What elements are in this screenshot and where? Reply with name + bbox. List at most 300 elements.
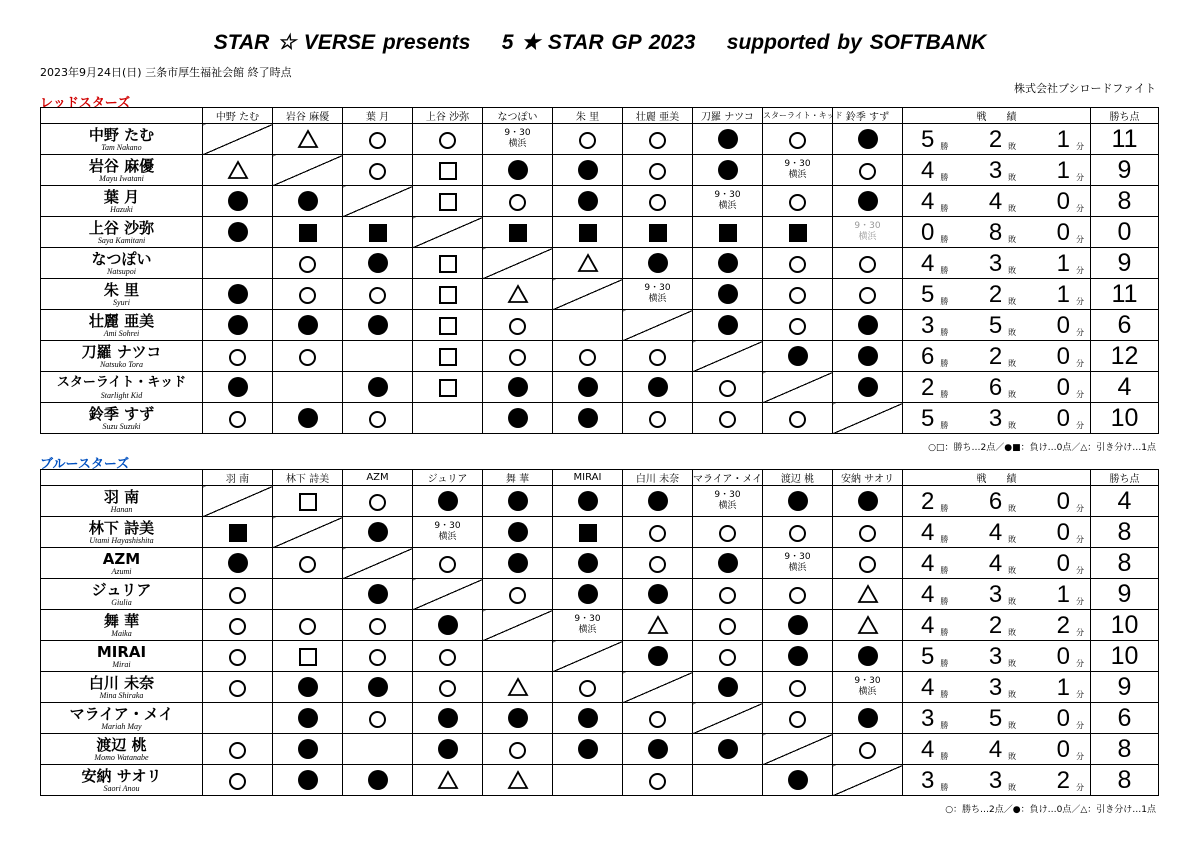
result-cell [763, 248, 833, 279]
header-row [41, 108, 1159, 124]
record [903, 579, 1090, 609]
record [903, 186, 1090, 216]
result-cell [623, 734, 693, 765]
result-cell [833, 403, 903, 434]
result-cell [343, 372, 413, 403]
record-draw-count: 2 [1056, 612, 1070, 639]
win-circle-icon [229, 349, 246, 366]
result-cell [553, 579, 623, 610]
record-win-unit: 勝 [940, 566, 949, 575]
record-cell [903, 486, 1091, 517]
result-cell [413, 610, 483, 641]
loss-black-circle-icon [578, 377, 598, 397]
player-name-jp: スターライト・キッド [56, 374, 187, 390]
result-cell [203, 279, 273, 310]
result-cell [833, 372, 903, 403]
record-win-count: 4 [921, 736, 935, 763]
win-square-icon [439, 193, 457, 211]
result-cell [483, 579, 553, 610]
result-cell [623, 672, 693, 703]
points-cell: 10 [1091, 610, 1159, 641]
result-cell [623, 155, 693, 186]
record [903, 341, 1090, 371]
result-cell [203, 486, 273, 517]
win-circle-icon [719, 525, 736, 542]
result-cell [623, 703, 693, 734]
loss-black-circle-icon [508, 408, 528, 428]
player-name-jp: 安納 サオリ [81, 766, 162, 785]
player-name-en: Suzu Suzuki [102, 421, 141, 431]
win-circle-icon [649, 773, 666, 790]
win-circle-icon [719, 380, 736, 397]
result-cell [693, 610, 763, 641]
result-cell [693, 124, 763, 155]
result-cell [833, 310, 903, 341]
loss-black-circle-icon [368, 522, 388, 542]
player-name-jp: 舞 華 [103, 611, 140, 630]
record-loss [989, 643, 1016, 671]
column-header: 安納 サオリ [833, 470, 903, 486]
result-cell [343, 124, 413, 155]
result-cell [413, 217, 483, 248]
result-cell [273, 217, 343, 248]
player-row [41, 486, 1159, 517]
record-win-count: 6 [921, 343, 935, 370]
loss-black-square-icon [299, 224, 317, 242]
win-circle-icon [789, 256, 806, 273]
record-win-unit: 勝 [940, 421, 949, 430]
record-draw [1057, 281, 1084, 309]
record-win-unit: 勝 [940, 235, 949, 244]
result-cell [833, 765, 903, 796]
result-cell [343, 610, 413, 641]
record-draw [1057, 343, 1084, 371]
result-cell [343, 672, 413, 703]
result-cell [483, 734, 553, 765]
player-name-en: Hazuki [110, 204, 133, 214]
result-cell [203, 403, 273, 434]
result-cell [833, 672, 903, 703]
record [903, 486, 1090, 516]
points-cell: 11 [1091, 124, 1159, 155]
player-name-jp: 上谷 沙弥 [88, 218, 155, 237]
record-draw-count: 0 [1056, 219, 1070, 246]
win-circle-icon [439, 680, 456, 697]
player-name-jp: マライア・メイ [69, 704, 174, 723]
result-cell [203, 610, 273, 641]
record-win-unit: 勝 [940, 266, 949, 275]
record-win-unit: 勝 [940, 783, 949, 792]
player-name-en: Syuri [113, 297, 130, 307]
record [903, 310, 1090, 340]
win-circle-icon [509, 318, 526, 335]
record-loss-count: 5 [988, 312, 1003, 339]
result-cell [273, 341, 343, 372]
record-draw [1057, 188, 1084, 216]
record-win [921, 519, 948, 547]
record [903, 217, 1090, 247]
player-name-jp: 葉 月 [103, 187, 140, 206]
result-cell [833, 734, 903, 765]
result-cell [273, 124, 343, 155]
loss-black-circle-icon [578, 584, 598, 604]
result-cell [693, 403, 763, 434]
win-circle-icon [789, 411, 806, 428]
result-cell [273, 703, 343, 734]
result-cell [623, 217, 693, 248]
loss-black-square-icon [229, 524, 247, 542]
player-name-cell [41, 186, 203, 217]
record-draw-unit: 分 [1075, 597, 1084, 606]
draw-triangle-icon [227, 160, 249, 180]
record-loss-unit: 敗 [1008, 390, 1017, 399]
record-header: 戦 績 [903, 108, 1091, 124]
win-circle-icon [229, 680, 246, 697]
column-header: 鈴季 すず [833, 108, 903, 124]
record-loss [989, 550, 1016, 578]
record-win [921, 312, 948, 340]
record-loss [989, 519, 1016, 547]
result-cell [273, 248, 343, 279]
loss-black-square-icon [369, 224, 387, 242]
record-loss [989, 126, 1016, 154]
player-name-cell [41, 403, 203, 434]
result-cell [343, 734, 413, 765]
result-cell [693, 641, 763, 672]
player-name-en: Giulia [111, 597, 132, 607]
loss-black-circle-icon [718, 553, 738, 573]
loss-black-circle-icon [438, 739, 458, 759]
result-cell [833, 248, 903, 279]
points-cell: 8 [1091, 186, 1159, 217]
loss-black-circle-icon [578, 160, 598, 180]
result-cell [413, 486, 483, 517]
result-cell [623, 310, 693, 341]
result-cell [273, 310, 343, 341]
win-circle-icon [369, 494, 386, 511]
loss-black-circle-icon [578, 408, 598, 428]
record-draw [1057, 767, 1084, 795]
loss-black-circle-icon [368, 253, 388, 273]
result-cell [693, 279, 763, 310]
result-cell [413, 517, 483, 548]
result-cell [553, 217, 623, 248]
win-circle-icon [509, 349, 526, 366]
points-cell: 6 [1091, 310, 1159, 341]
result-cell [833, 641, 903, 672]
loss-black-circle-icon [508, 160, 528, 180]
result-cell [413, 703, 483, 734]
result-cell [553, 641, 623, 672]
player-name-cell [41, 341, 203, 372]
player-name-jp: 壮麗 亜美 [88, 311, 155, 330]
record-win-count: 0 [921, 219, 935, 246]
record-win-count: 4 [921, 250, 935, 277]
record-loss [989, 488, 1016, 516]
result-cell [483, 486, 553, 517]
record-draw-unit: 分 [1075, 690, 1084, 699]
scheduled-match-note: 9・30 横浜 [784, 159, 811, 180]
result-cell [343, 486, 413, 517]
result-cell [413, 124, 483, 155]
draw-triangle-icon [577, 253, 599, 273]
result-cell [693, 372, 763, 403]
record-draw [1057, 219, 1084, 247]
record-cell [903, 310, 1091, 341]
result-cell [343, 341, 413, 372]
win-circle-icon [649, 711, 666, 728]
record-draw-count: 0 [1056, 188, 1070, 215]
result-cell [273, 486, 343, 517]
record-draw-count: 1 [1056, 157, 1070, 184]
win-circle-icon [649, 163, 666, 180]
player-row [41, 279, 1159, 310]
result-cell [623, 372, 693, 403]
loss-black-circle-icon [508, 491, 528, 511]
result-cell [203, 765, 273, 796]
result-cell [553, 124, 623, 155]
result-cell [413, 341, 483, 372]
points-cell: 11 [1091, 279, 1159, 310]
record-draw-count: 1 [1056, 250, 1070, 277]
points-cell: 9 [1091, 155, 1159, 186]
result-cell [623, 124, 693, 155]
result-cell [553, 372, 623, 403]
player-row [41, 310, 1159, 341]
player-name-cell [41, 610, 203, 641]
result-cell [413, 548, 483, 579]
record-loss-unit: 敗 [1008, 535, 1017, 544]
points-cell: 4 [1091, 486, 1159, 517]
record-win-unit: 勝 [940, 204, 949, 213]
result-cell [273, 186, 343, 217]
record [903, 703, 1090, 733]
record-loss-count: 4 [988, 519, 1003, 546]
result-cell [693, 341, 763, 372]
loss-black-square-icon [649, 224, 667, 242]
record-draw [1057, 488, 1084, 516]
player-name-en: Azumi [111, 566, 132, 576]
points-cell: 9 [1091, 672, 1159, 703]
record-win-unit: 勝 [940, 173, 949, 182]
record-draw-count: 1 [1056, 126, 1070, 153]
loss-black-circle-icon [298, 408, 318, 428]
player-row [41, 155, 1159, 186]
result-cell [273, 517, 343, 548]
result-cell [553, 672, 623, 703]
result-cell [483, 403, 553, 434]
player-name-en: Mariah May [101, 721, 142, 731]
record-win-unit: 勝 [940, 628, 949, 637]
page-title: STAR ☆ VERSE presents 5 ★ STAR GP 2023 supported by SOFTBANK [213, 31, 987, 54]
result-cell [693, 486, 763, 517]
result-cell [483, 341, 553, 372]
loss-black-circle-icon [578, 739, 598, 759]
result-cell [483, 124, 553, 155]
result-cell [763, 186, 833, 217]
record-win-count: 4 [921, 674, 935, 701]
result-cell [693, 672, 763, 703]
player-row [41, 372, 1159, 403]
result-cell [693, 310, 763, 341]
win-circle-icon [859, 256, 876, 273]
column-header: 岩谷 麻優 [273, 108, 343, 124]
record-win [921, 126, 948, 154]
win-circle-icon [299, 287, 316, 304]
result-cell [483, 217, 553, 248]
record [903, 765, 1090, 795]
player-name-jp: 林下 詩美 [88, 518, 155, 537]
record-loss [989, 612, 1016, 640]
record-win-count: 5 [921, 126, 935, 153]
record-loss [989, 312, 1016, 340]
record-draw-unit: 分 [1075, 566, 1084, 575]
record-cell [903, 641, 1091, 672]
record-loss-unit: 敗 [1008, 142, 1017, 151]
result-cell [413, 672, 483, 703]
record-loss-unit: 敗 [1008, 504, 1017, 513]
record-cell [903, 341, 1091, 372]
column-header: MIRAI [553, 470, 623, 486]
record-win [921, 736, 948, 764]
record-win-count: 4 [921, 188, 935, 215]
record-cell [903, 403, 1091, 434]
result-cell [623, 641, 693, 672]
loss-black-square-icon [789, 224, 807, 242]
result-cell [553, 610, 623, 641]
loss-black-square-icon [509, 224, 527, 242]
player-name-jp: 白川 未奈 [88, 673, 155, 692]
record-loss [989, 674, 1016, 702]
result-cell [693, 703, 763, 734]
loss-black-square-icon [579, 224, 597, 242]
record-loss-count: 2 [988, 281, 1003, 308]
record-win-unit: 勝 [940, 328, 949, 337]
result-cell [483, 703, 553, 734]
record-loss [989, 219, 1016, 247]
player-name-cell [41, 765, 203, 796]
record-loss-count: 3 [988, 405, 1003, 432]
record-cell [903, 155, 1091, 186]
result-cell [763, 372, 833, 403]
loss-black-circle-icon [368, 770, 388, 790]
result-cell [833, 186, 903, 217]
loss-black-circle-icon [718, 284, 738, 304]
player-name-en: Momo Watanabe [94, 752, 149, 762]
record-win-count: 3 [921, 312, 935, 339]
record-loss-count: 2 [988, 126, 1003, 153]
result-cell [413, 372, 483, 403]
win-square-icon [439, 162, 457, 180]
record-loss-unit: 敗 [1008, 235, 1017, 244]
record-win-count: 4 [921, 157, 935, 184]
block-title-red: レッドスターズ [40, 96, 131, 111]
record-win [921, 343, 948, 371]
record-win-count: 4 [921, 519, 935, 546]
record-win [921, 219, 948, 247]
record-draw-unit: 分 [1075, 628, 1084, 637]
loss-black-circle-icon [578, 553, 598, 573]
record-win-unit: 勝 [940, 597, 949, 606]
loss-black-circle-icon [228, 315, 248, 335]
record-draw [1057, 674, 1084, 702]
result-cell [553, 517, 623, 548]
record-loss-count: 6 [988, 374, 1003, 401]
loss-black-circle-icon [508, 708, 528, 728]
record-draw-unit: 分 [1075, 266, 1084, 275]
result-cell [413, 403, 483, 434]
result-cell [833, 703, 903, 734]
result-cell [553, 548, 623, 579]
record-loss-count: 6 [988, 488, 1003, 515]
player-name-cell [41, 279, 203, 310]
player-name-cell [41, 703, 203, 734]
result-cell [693, 248, 763, 279]
loss-black-circle-icon [368, 677, 388, 697]
column-header: 白川 未奈 [623, 470, 693, 486]
draw-triangle-icon [647, 615, 669, 635]
record-cell [903, 217, 1091, 248]
record-loss [989, 157, 1016, 185]
win-circle-icon [859, 742, 876, 759]
record-win-unit: 勝 [940, 297, 949, 306]
result-cell [273, 155, 343, 186]
points-cell: 9 [1091, 248, 1159, 279]
win-circle-icon [369, 163, 386, 180]
points-cell: 8 [1091, 548, 1159, 579]
result-cell [343, 765, 413, 796]
record-draw [1057, 581, 1084, 609]
result-cell [623, 486, 693, 517]
loss-black-circle-icon [718, 160, 738, 180]
record-loss-count: 5 [988, 705, 1003, 732]
result-cell [833, 486, 903, 517]
result-cell [203, 372, 273, 403]
loss-black-circle-icon [578, 191, 598, 211]
player-name-jp: 鈴季 すず [88, 404, 155, 423]
loss-black-circle-icon [648, 377, 668, 397]
loss-black-circle-icon [788, 646, 808, 666]
points-cell: 10 [1091, 403, 1159, 434]
record-win [921, 250, 948, 278]
result-cell [763, 279, 833, 310]
result-cell [413, 579, 483, 610]
result-cell [623, 248, 693, 279]
result-cell [413, 734, 483, 765]
player-name-cell [41, 734, 203, 765]
win-circle-icon [789, 132, 806, 149]
record-win-unit: 勝 [940, 535, 949, 544]
player-name-cell [41, 517, 203, 548]
record [903, 279, 1090, 309]
record-draw-unit: 分 [1075, 721, 1084, 730]
record-win [921, 281, 948, 309]
record-loss-unit: 敗 [1008, 752, 1017, 761]
result-cell [343, 517, 413, 548]
result-cell [553, 403, 623, 434]
result-cell [623, 341, 693, 372]
result-cell [343, 703, 413, 734]
column-header: 上谷 沙弥 [413, 108, 483, 124]
loss-black-square-icon [579, 524, 597, 542]
result-cell [483, 372, 553, 403]
result-cell [413, 310, 483, 341]
player-row [41, 517, 1159, 548]
record-win-unit: 勝 [940, 142, 949, 151]
win-circle-icon [859, 163, 876, 180]
result-cell [483, 279, 553, 310]
player-name-en: Utami Hayashishita [89, 535, 154, 545]
